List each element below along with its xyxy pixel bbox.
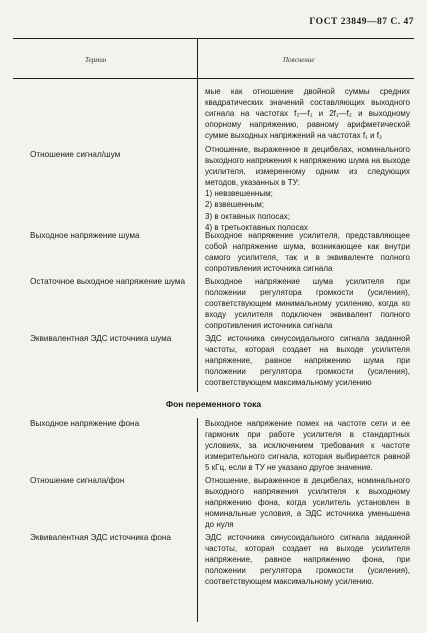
def-residual-noise: Выходное напряжение шума усилителя при положении регулятора громкости (усиления), соответствующем минимальному усилению, когда ко входу усилителя подключен эквивалент полного сопротивления источника сигнала — [205, 277, 410, 331]
column-divider-upper — [197, 78, 198, 392]
def-signal-hum: Отношение, выраженное в децибелах, номинального выходного напряжения усилителя к выходному напряжению фона, когда усилитель установлен в номинальные условия, а ЭДС источника уменьшена до нуля — [205, 476, 410, 530]
term-emf-noise: Эквивалентная ЭДС источника шума — [30, 334, 172, 343]
table-head-rule — [13, 78, 414, 79]
def-noise-voltage: Выходное напряжение усилителя, представляющее собой напряжение шума, возникающее как внутри самого усилителя, так и в эквиваленте полного сопротивления источника сигнала — [205, 231, 410, 274]
term-hum-voltage: Выходное напряжение фона — [30, 419, 140, 428]
def-signal-noise: Отношение, выраженное в децибелах, номинального выходного напряжения к напряжению шума на выходе усилителя, измеренному одним из следующих методов, указанных в ТУ: 1) невзвешенным; 2) взвешенным; 3) в октавных полосах; 4) в третьоктавных полосах — [205, 145, 410, 232]
column-divider-top — [197, 38, 198, 78]
def-hum-voltage: Выходное напряжение помех на частоте сети и ее гармоник при работе усилителя в стандартных условиях, за исключением требования к частоте измерительного сигнала, которая выбирается равной 5 кГц, если в ТУ не указано другое значение. — [205, 419, 410, 473]
column-divider-lower — [197, 418, 198, 622]
page-header: ГОСТ 23849—87 С. 47 — [309, 17, 414, 27]
col-head-term: Термин — [85, 56, 107, 64]
term-signal-noise: Отношение сигнал/шум — [30, 150, 121, 159]
def-emf-hum: ЭДС источника синусоидального сигнала заданной частоты, которая создает на выходе усилителя напряжение, равное напряжению фона, при положении регулятора громкости (усиления), соответствующем максимальному усилению. — [205, 533, 410, 587]
term-residual-noise: Остаточное выходное напряжение шума — [30, 277, 186, 286]
def-emf-noise: ЭДС источника синусоидального сигнала заданной частоты, которая создает на выходе усилителя напряжение, равное напряжению шума при положении регулятора громкости (усиления), соответствующем максимальному усилению — [205, 334, 410, 388]
intro-text: мые как отношение двойной суммы средних квадратических значений составляющих выходного сигнала на частотах f₂—f₁ и 2f₁—f₂ и выходному опорному напряжению, равному арифметической сумме выходных напряжений на частотах f₁ и f₂ — [205, 87, 410, 141]
col-head-explanation: Пояснение — [283, 56, 315, 64]
term-emf-hum: Эквивалентная ЭДС источника фона — [30, 533, 171, 542]
section-title: Фон переменного тока — [165, 399, 262, 409]
table-top-rule — [13, 38, 414, 39]
term-noise-voltage: Выходное напряжение шума — [30, 231, 140, 240]
term-signal-hum: Отношение сигнала/фон — [30, 476, 125, 485]
